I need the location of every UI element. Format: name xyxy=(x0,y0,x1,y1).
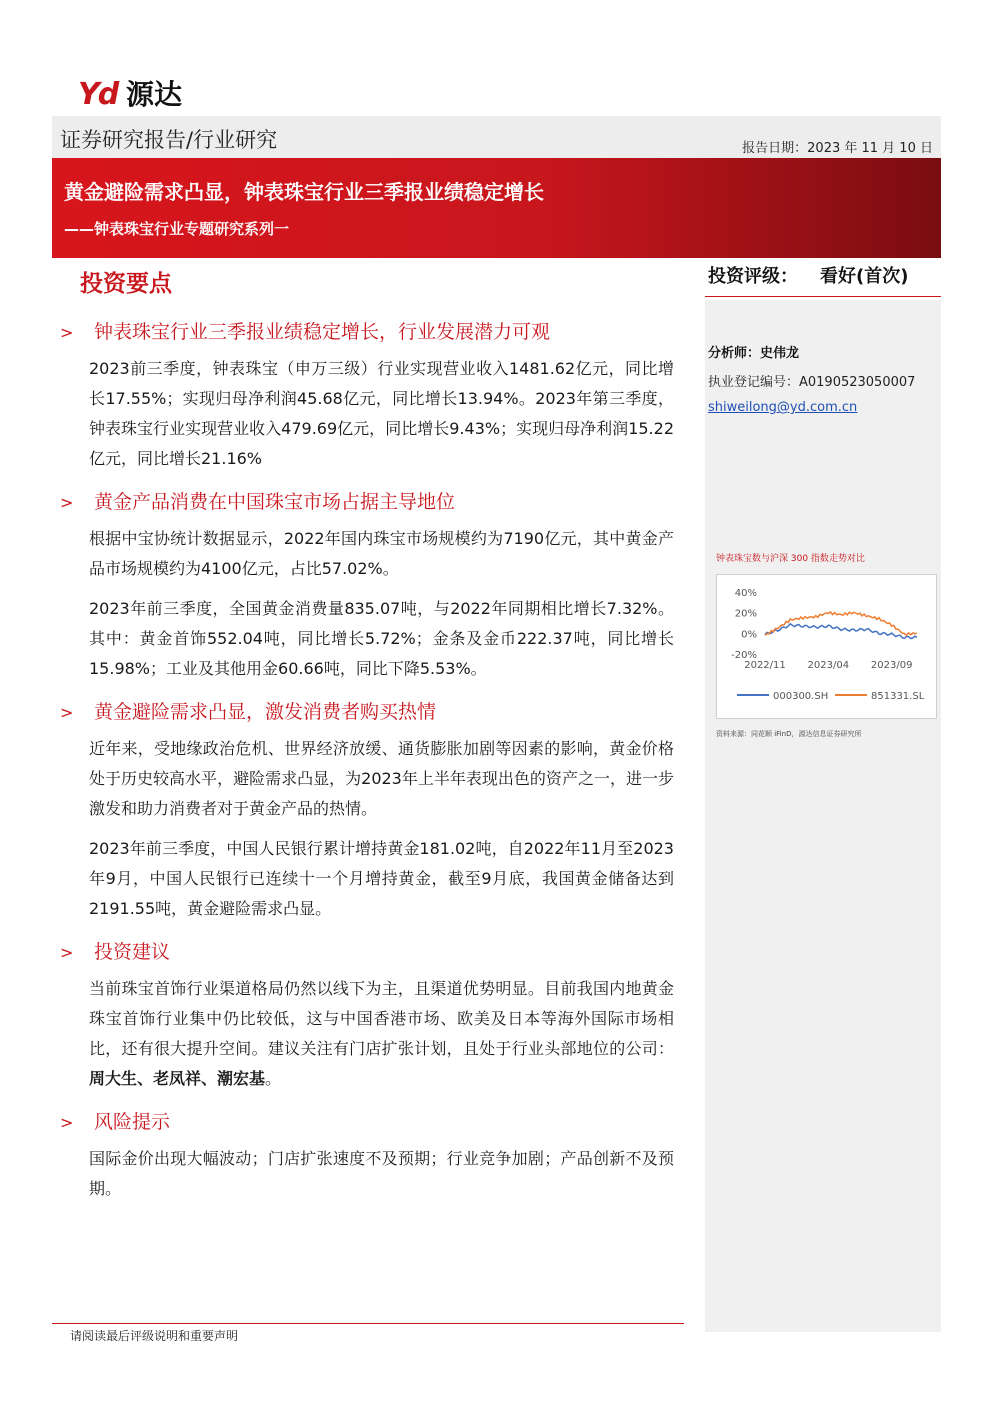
report-header xyxy=(52,116,941,158)
report-date: 报告日期：2023 年 11 月 10 日 xyxy=(742,141,933,156)
legend-label: 851331.SL xyxy=(871,691,925,702)
sidebar-panel xyxy=(705,300,941,1332)
report-subtitle: ——钟表珠宝行业专题研究系列一 xyxy=(64,220,290,238)
x-tick-label: 2022/11 xyxy=(744,660,786,671)
rating xyxy=(708,262,908,288)
paragraph: 2023年前三季度，中国人民银行累计增持黄金181.02吨，自2022年11月至2023年9月，中国人民银行已连续十一个月增持黄金，截至9月底，我国黄金储备达到2191.55吨，黄金避险需求凸显。 xyxy=(89,839,674,918)
x-tick-label: 2023/09 xyxy=(870,660,913,671)
report-title: 黄金避险需求凸显，钟表珠宝行业三季报业绩稳定增长 xyxy=(64,180,544,204)
recommended-companies: 周大生、老凤祥、潮宏基 xyxy=(89,1069,266,1088)
footer-divider xyxy=(52,1323,684,1324)
y-tick-label: 40% xyxy=(734,588,757,599)
analyst-name: 分析师：史伟龙 xyxy=(708,346,800,361)
rating-divider xyxy=(705,296,941,297)
analyst-email-link[interactable]: shiweilong@yd.com.cn xyxy=(708,400,858,415)
bullet-heading-5: > 风险提示 xyxy=(60,1111,171,1133)
arrow-bullet-icon: > xyxy=(60,493,74,512)
title-banner xyxy=(52,158,941,258)
section-title: 投资要点 xyxy=(80,271,172,297)
arrow-bullet-icon: > xyxy=(60,323,74,342)
paragraph: 近年来，受地缘政治危机、世界经济放缓、通货膨胀加剧等因素的影响，黄金价格处于历史较高水平，避险需求凸显，为2023年上半年表现出色的资产之一，进一步激发和助力消费者对于黄金产品的热情。 xyxy=(89,739,674,818)
paragraph: 根据中宝协统计数据显示，2022年国内珠宝市场规模约为7190亿元，其中黄金产品市场规模约为4100亿元，占比57.02%。 xyxy=(89,529,674,578)
series-line-851331.SL xyxy=(765,612,917,636)
bullet-heading-4: > 投资建议 xyxy=(60,941,171,963)
brand-name: 源达 xyxy=(126,78,183,111)
paragraph: 2023前三季度，钟表珠宝（申万三级）行业实现营业收入1481.62亿元，同比增长17.55%；实现归母净利润45.68亿元，同比增长13.94%。2023年第三季度，钟表珠宝行业实现营业收入479.69亿元，同比增长9.43%；实现归母净利润15.22亿元，同比增长21.16% xyxy=(89,359,674,468)
bullet-heading-2: > 黄金产品消费在中国珠宝市场占据主导地位 xyxy=(60,491,456,513)
footer-disclaimer: 请阅读最后评级说明和重要声明 xyxy=(70,1329,239,1343)
trend-chart xyxy=(716,574,937,719)
y-tick-label: 20% xyxy=(734,608,757,620)
bullet-heading-1: > 钟表珠宝行业三季报业绩稳定增长，行业发展潜力可观 xyxy=(60,321,551,343)
brand-mark: Yd xyxy=(78,77,118,112)
bullet-heading-3: > 黄金避险需求凸显，激发消费者购买热情 xyxy=(60,701,437,723)
report-category: 证券研究报告/行业研究 xyxy=(60,128,278,152)
trend-chart-svg xyxy=(717,575,936,718)
arrow-bullet-icon: > xyxy=(60,703,74,722)
legend-label: 000300.SH xyxy=(773,691,829,702)
paragraph: 当前珠宝首饰行业渠道格局仍然以线下为主，且渠道优势明显。目前我国内地黄金珠宝首饰行业集中仍比较低，这与中国香港市场、欧美及日本等海外国际市场相比，还有很大提升空间。建议关注有门店扩张计划，且处于行业头部地位的公司：周大生、老凤祥、潮宏基。 xyxy=(89,979,674,1088)
arrow-bullet-icon: > xyxy=(60,943,74,962)
chart-title: 钟表珠宝数与沪深 300 指数走势对比 xyxy=(716,554,865,564)
y-tick-label: 0% xyxy=(741,629,757,641)
rating-label: 投资评级： xyxy=(708,266,798,287)
paragraph: 国际金价出现大幅波动；门店扩张速度不及预期；行业竞争加剧；产品创新不及预期。 xyxy=(89,1149,674,1198)
y-tick-label: -20% xyxy=(731,650,757,661)
registration-number: 执业登记编号：A0190523050007 xyxy=(708,375,916,390)
brand-logo xyxy=(78,78,208,112)
chart-source: 资料来源：同花顺 iFinD，源达信息证券研究所 xyxy=(716,730,862,738)
arrow-bullet-icon: > xyxy=(60,1113,74,1132)
x-tick-label: 2023/04 xyxy=(807,660,850,671)
rating-value: 看好(首次) xyxy=(820,266,909,287)
paragraph: 2023年前三季度，全国黄金消费量835.07吨，与2022年同期相比增长7.32%。其中：黄金首饰552.04吨，同比增长5.72%；金条及金币222.37吨，同比增长15.98%；工业及其他用金60.66吨，同比下降5.53%。 xyxy=(89,599,674,678)
